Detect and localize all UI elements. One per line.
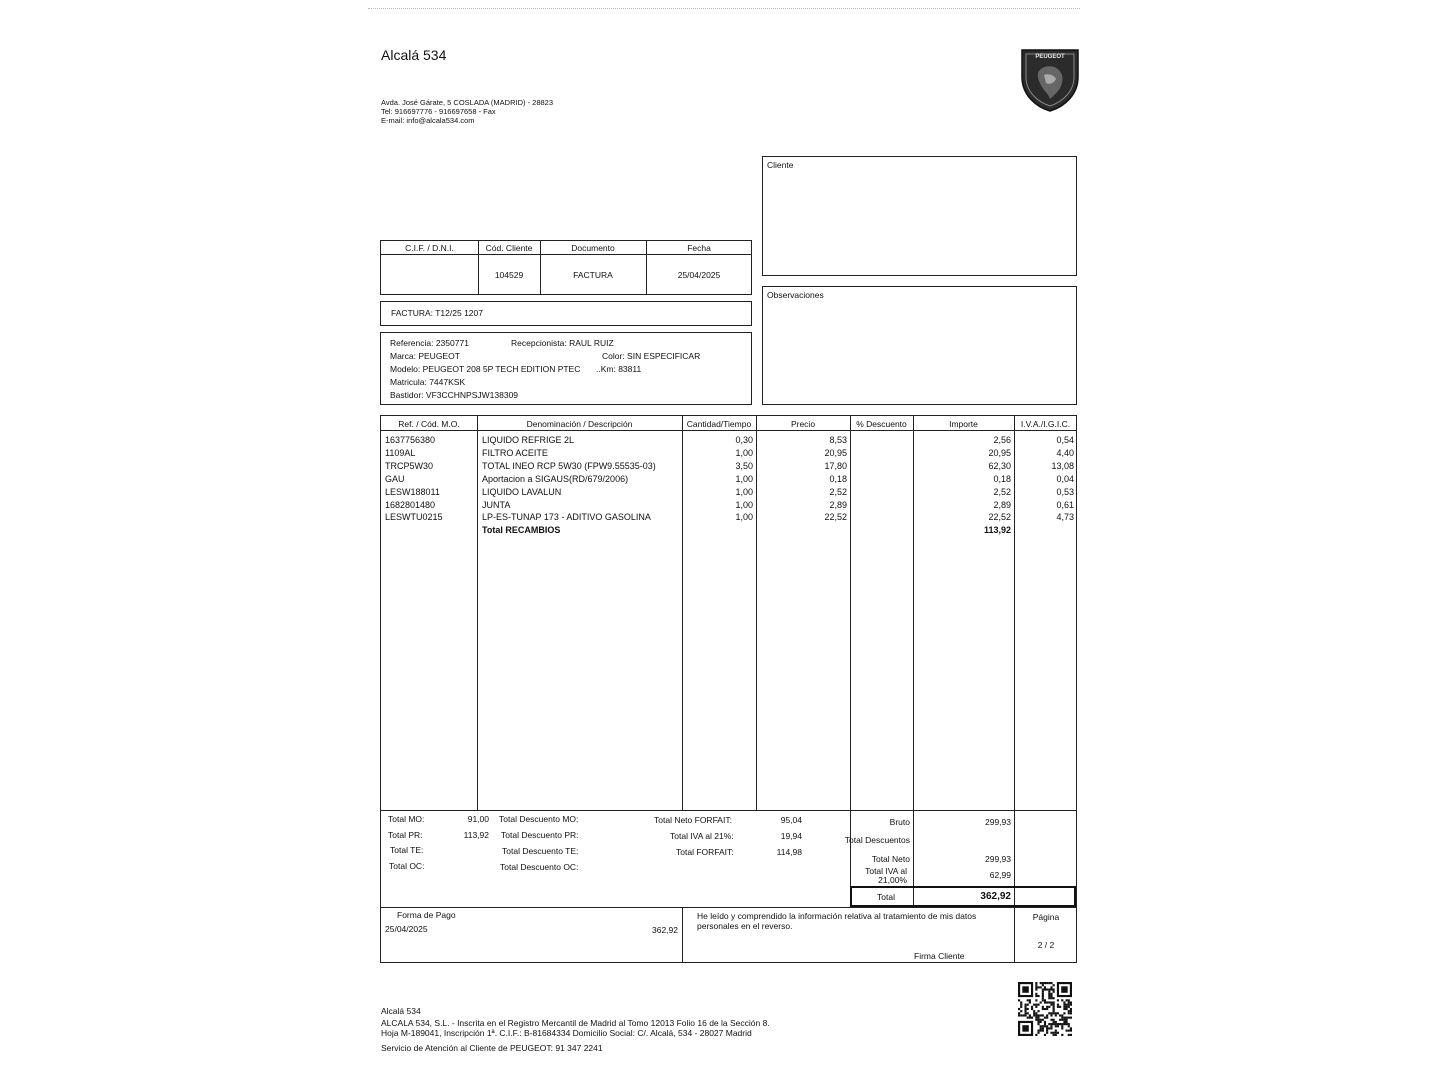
- table-row: [381, 435, 1078, 448]
- col-header-importe: Importe: [949, 419, 978, 429]
- cell-ref: 1682801480: [385, 499, 436, 510]
- cell-desc: FILTRO ACEITE: [482, 447, 548, 458]
- privacy-notice-line2: personales en el reverso.: [697, 921, 793, 931]
- cell-ref: 1637756380: [385, 435, 436, 445]
- cell-desc: LIQUIDO LAVALUN: [482, 486, 562, 497]
- cell-price: 2,52: [829, 486, 847, 497]
- cell-importe: 2,52: [993, 486, 1011, 497]
- firma-cliente-label: Firma Cliente: [914, 951, 965, 961]
- col-header-ref: Ref. / Cód. M.O.: [398, 419, 460, 429]
- cell-price: 20,95: [824, 447, 847, 458]
- document-header-table: [380, 240, 752, 295]
- cell-iva: 0,61: [1056, 499, 1074, 510]
- vehicle-recepcionista: Recepcionista: RAUL RUIZ: [511, 338, 614, 348]
- desc-oc-label: Total Descuento OC:: [500, 862, 579, 872]
- logo-text: PEUGEOT: [1035, 54, 1065, 60]
- footer-registry: ALCALA 534, S.L. - Inscrita en el Registro Mercantil de Madrid al Tomo 12013 Folio 16 de la Sección 8.: [381, 1018, 770, 1028]
- header-cod-cliente: Cód. Cliente: [485, 243, 533, 253]
- total-iva-label-line1: Total IVA al: [865, 866, 907, 876]
- page-label: Página: [1032, 912, 1060, 922]
- table-row: [381, 448, 1078, 461]
- cell-qty: 1,00: [735, 486, 753, 497]
- desc-te-label: Total Descuento TE:: [502, 846, 579, 856]
- value-cod-cliente: 104529: [494, 270, 524, 280]
- subtotal-value: 113,92: [983, 525, 1011, 536]
- observations-label: Observaciones: [767, 290, 824, 300]
- cell-desc: LIQUIDO REFRIGE 2L: [482, 435, 575, 445]
- vehicle-bastidor: Bastidor: VF3CCHNPSJW138309: [390, 390, 519, 400]
- cell-ref: 1109AL: [385, 447, 416, 458]
- cell-qty: 3,50: [735, 460, 753, 471]
- iva-forfait-value: 19,94: [780, 831, 802, 841]
- cell-iva: 0,53: [1056, 486, 1074, 497]
- cell-iva: 0,54: [1056, 435, 1074, 445]
- cell-qty: 1,00: [735, 473, 753, 484]
- total-iva-value: 62,99: [989, 870, 1011, 880]
- subtotal-label: Total RECAMBIOS: [482, 525, 561, 536]
- total-pr-value: 113,92: [463, 830, 489, 840]
- total-neto-value: 299,93: [985, 854, 1011, 864]
- col-header-iva: I.V.A./I.G.I.C.: [1020, 419, 1071, 429]
- scan-top-edge: [368, 8, 1080, 9]
- total-neto-label: Total Neto: [871, 854, 910, 864]
- cell-iva: 4,40: [1056, 447, 1074, 458]
- total-te-label: Total TE:: [390, 845, 424, 855]
- cell-ref: LESWTU0215: [385, 512, 443, 523]
- peugeot-logo: [1018, 47, 1082, 113]
- bruto-value: 299,93: [985, 817, 1011, 827]
- privacy-notice-line1: He leído y comprendido la información relativa al tratamiento de mis datos: [697, 911, 977, 921]
- company-address: Avda. José Gárate, 5 COSLADA (MADRID) - 28823: [381, 98, 554, 107]
- cell-ref: GAU: [385, 473, 405, 484]
- payment-label: Forma de Pago: [397, 910, 456, 920]
- payment-amount: 362,92: [652, 925, 678, 935]
- total-iva-label: [850, 867, 907, 885]
- footer-service: Servicio de Atención al Cliente de PEUGEOT: 91 347 2241: [381, 1043, 603, 1053]
- cell-price: 2,89: [829, 499, 847, 510]
- header-documento: Documento: [571, 243, 615, 253]
- grand-total-value: 362,92: [980, 891, 1011, 902]
- vehicle-km: ..Km: 83811: [596, 364, 642, 374]
- vehicle-referencia: Referencia: 2350771: [390, 338, 469, 348]
- cell-qty: 1,00: [735, 499, 753, 510]
- neto-forfait-value: 95,04: [780, 815, 802, 825]
- cell-ref: LESW188011: [385, 486, 440, 497]
- table-row: [381, 512, 1078, 525]
- total-mo-value: 91,00: [467, 814, 489, 824]
- header-cif: C.I.F. / D.N.I.: [405, 243, 454, 253]
- total-oc-label: Total OC:: [389, 861, 425, 871]
- col-header-price: Precio: [790, 419, 816, 429]
- total-pr-label: Total PR:: [388, 830, 423, 840]
- grand-total-box: [850, 886, 1076, 907]
- observations-box: [762, 286, 1077, 405]
- col-header-qty: Cantidad/Tiempo: [686, 419, 752, 429]
- vehicle-color: Color: SIN ESPECIFICAR: [602, 351, 701, 361]
- desc-pr-label: Total Descuento PR:: [501, 830, 579, 840]
- line-items-table: [380, 415, 1077, 811]
- cell-desc: Aportacion a SIGAUS(RD/679/2006): [482, 473, 629, 484]
- cell-qty: 1,00: [735, 447, 753, 458]
- cell-qty: 1,00: [735, 512, 753, 523]
- totals-box: [380, 810, 1077, 908]
- cell-ref: TRCP5W30: [385, 460, 434, 471]
- col-header-desc: Denominación / Descripción: [526, 419, 633, 429]
- iva-forfait-label: Total IVA al 21%:: [670, 831, 734, 841]
- subtotal-row: [381, 525, 1078, 538]
- neto-forfait-label: Total Neto FORFAIT:: [654, 815, 732, 825]
- value-fecha: 25/04/2025: [677, 270, 721, 280]
- table-row: [381, 461, 1078, 474]
- table-row: [381, 487, 1078, 500]
- col-header-discount: % Descuento: [856, 419, 907, 429]
- table-row: [381, 474, 1078, 487]
- payment-box: [380, 907, 1077, 963]
- forfait-value: 114,98: [776, 847, 802, 857]
- company-tel: Tel: 916697776 - 916697658 - Fax: [381, 107, 496, 116]
- vehicle-modelo: Modelo: PEUGEOT 208 5P TECH EDITION PTEC: [390, 364, 581, 374]
- table-row: [381, 500, 1078, 513]
- table-body: [381, 435, 1078, 805]
- cell-price: 22,52: [824, 512, 847, 523]
- cell-importe: 62,30: [988, 460, 1011, 471]
- cell-desc: LP-ES-TUNAP 173 - ADITIVO GASOLINA: [482, 512, 651, 523]
- cell-desc: TOTAL INEO RCP 5W30 (FPW9.55535-03): [482, 460, 656, 471]
- qr-code: [1018, 982, 1072, 1036]
- cell-importe: 0,18: [993, 473, 1011, 484]
- company-name: Alcalá 534: [381, 47, 447, 63]
- total-descuentos-label: Total Descuentos: [844, 835, 910, 845]
- payment-date: 25/04/2025: [385, 924, 428, 934]
- bruto-label: Bruto: [889, 817, 910, 827]
- cell-price: 0,18: [829, 473, 847, 484]
- cell-price: 8,53: [829, 435, 847, 445]
- vehicle-matricula: Matricula: 7447KSK: [390, 377, 466, 387]
- client-box: [762, 156, 1077, 276]
- desc-mo-label: Total Descuento MO:: [499, 814, 579, 824]
- vehicle-box: [380, 332, 752, 405]
- vehicle-marca: Marca: PEUGEOT: [390, 351, 460, 361]
- invoice-number: FACTURA: T12/25 1207: [391, 308, 483, 318]
- cell-importe: 2,89: [993, 499, 1011, 510]
- cell-price: 17,80: [824, 460, 847, 471]
- cell-desc: JUNTA: [482, 499, 511, 510]
- cell-importe: 20,95: [988, 447, 1011, 458]
- company-email: E-mail: info@alcala534.com: [381, 116, 475, 125]
- cell-iva: 4,73: [1056, 512, 1074, 523]
- invoice-number-box: [380, 301, 752, 326]
- cell-iva: 0,04: [1056, 473, 1074, 484]
- client-label: Cliente: [767, 160, 794, 170]
- total-mo-label: Total MO:: [388, 814, 425, 824]
- cell-importe: 2,56: [993, 435, 1011, 445]
- total-iva-label-line2: 21,00%: [878, 875, 907, 885]
- page-number: 2 / 2: [1037, 940, 1055, 950]
- value-documento: FACTURA: [573, 270, 613, 280]
- footer-cif: Hoja M-189041, Inscripción 1ª. C.I.F.: B-81684334 Domicilio Social: C/. Alcalá, 534 - 28027 Madrid: [381, 1028, 752, 1038]
- cell-iva: 13,08: [1051, 460, 1074, 471]
- header-fecha: Fecha: [687, 243, 711, 253]
- grand-total-label: Total: [877, 892, 895, 902]
- cell-importe: 22,52: [988, 512, 1011, 523]
- cell-qty: 0,30: [735, 435, 753, 445]
- footer-company: Alcalá 534: [381, 1006, 421, 1016]
- forfait-label: Total FORFAIT:: [676, 847, 734, 857]
